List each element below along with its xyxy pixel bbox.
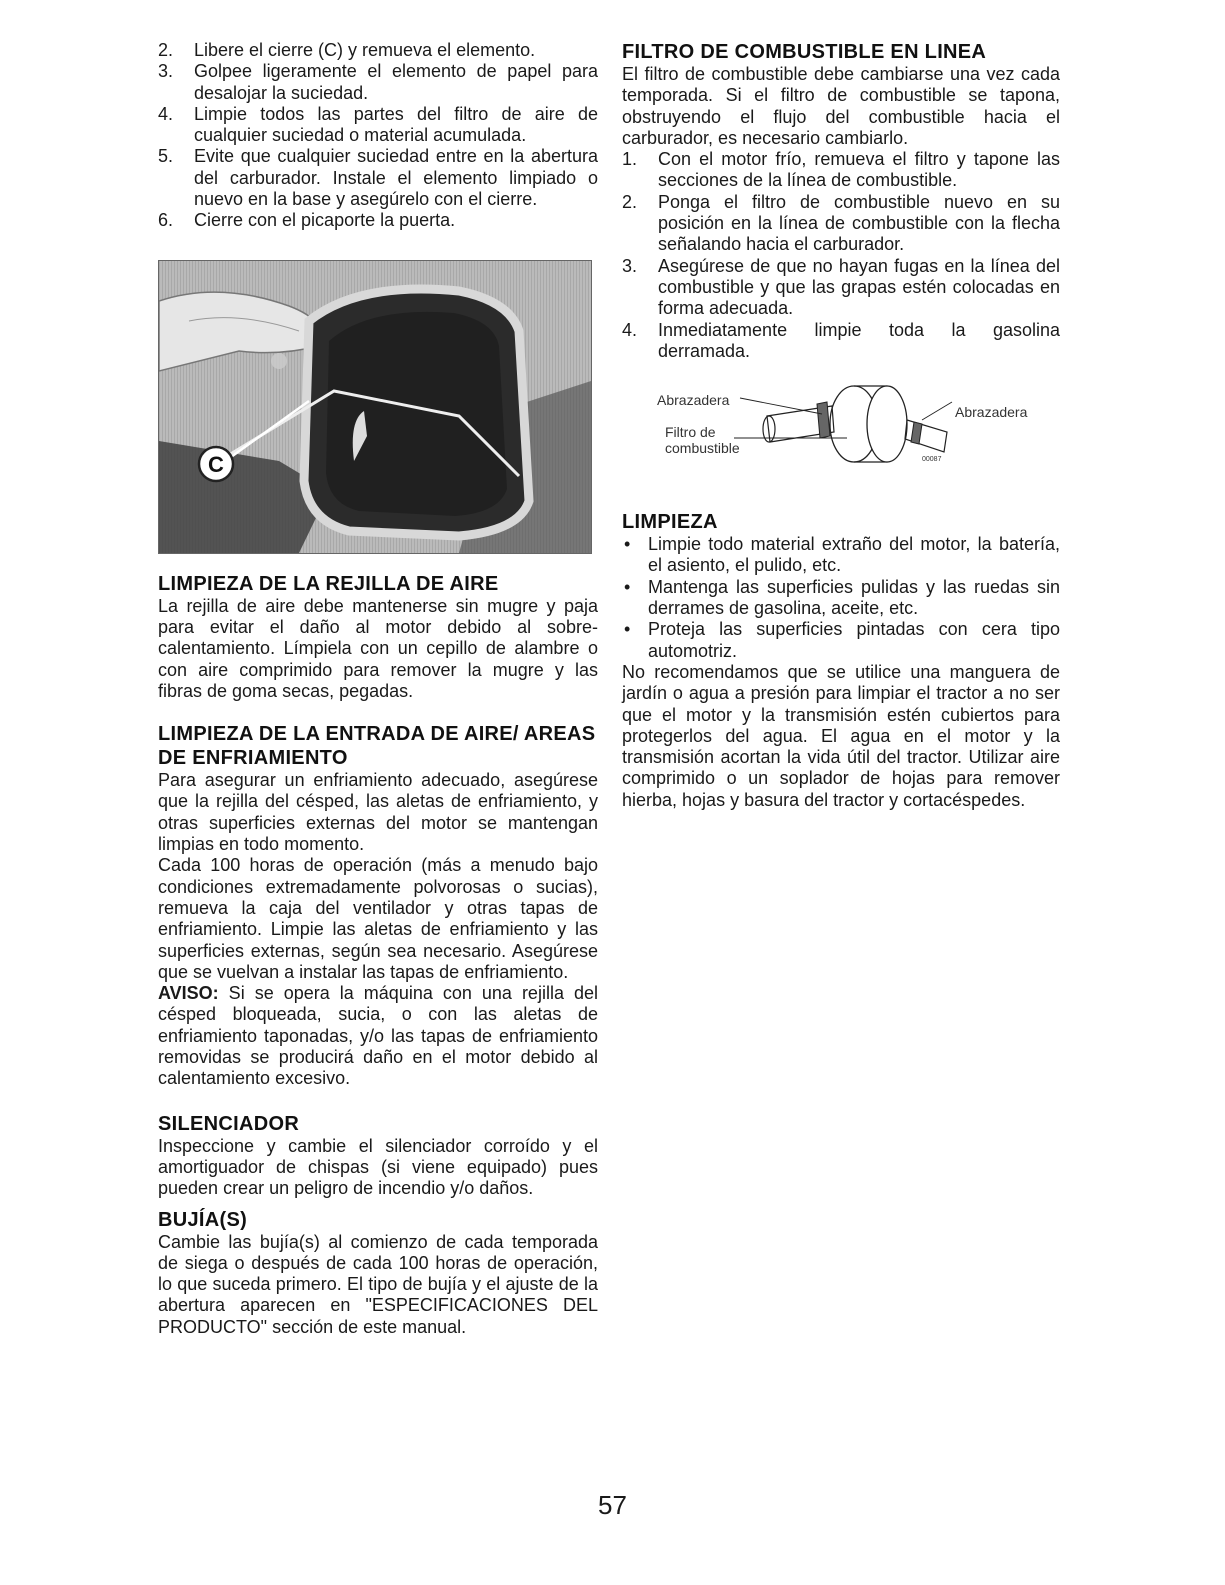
list-item: 2. Ponga el filtro de combustible nuevo en su posición en la línea de combustible con la flecha señalando hacia el carburador. [622,191,1060,255]
warning-label: AVISO: [158,983,219,1004]
section-title-rejilla: LIMPIEZA DE LA REJILLA DE AIRE [158,572,499,595]
section-body-entrada-1: Para asegurar un enfriamiento adecuado, asegúrese que la rejilla del césped, las aletas de enfriamiento, y otras superficies externas del motor se mantengan limpias en todo momento. [158,770,598,855]
label-filter-line2: combustible [665,440,740,457]
list-item: 6. Cierre con el picaporte la puerta. [158,210,456,231]
warning-paragraph [158,983,598,1089]
list-item: 3. Asegúrese de que no hayan fugas en la línea del combustible y que las grapas estén colocadas en forma adecuada. [622,255,1060,319]
section-title-entrada: LIMPIEZA DE LA ENTRADA DE AIRE/ AREAS DE ENFRIAMIENTO [158,723,596,770]
air-filter-steps [158,40,598,232]
label-clamp-left: Abrazadera [657,392,730,409]
list-item: 4. Limpie todos las partes del filtro de aire de cualquier suciedad o material acumulada. [158,103,598,146]
section-title-limpieza: LIMPIEZA [622,511,718,534]
section-body-silenciador: Inspeccione y cambie el silenciador corroído y el amortiguador de chispas (si viene equipado) pues pueden crear un peligro de incendio y/o daños. [158,1135,598,1199]
section-title-silenciador: SILENCIADOR [158,1112,300,1135]
section-body-rejilla: La rejilla de aire debe mantenerse sin mugre y paja para evitar el daño al motor debido al sobre-calentamiento. Límpiela con un cepillo de alambre o con aire comprimido para remover la mugre y las fibras de goma secas, pegadas. [158,595,598,701]
air-filter-photo-illustration [159,261,591,553]
section-title-bujias: BUJÍA(S) [158,1208,248,1231]
list-item: 1. Con el motor frío, remueva el filtro y tapone las secciones de la línea de combustible. [622,149,1060,191]
list-item: 5. Evite que cualquier suciedad entre en la abertura del carburador. Instale el elemento limpiado o nuevo en la base y asegúrelo con el cierre. [158,146,598,210]
list-item: • Mantenga las superficies pulidas y las ruedas sin derrames de gasolina, aceite, etc. [624,576,1060,619]
fuel-filter-diagram [622,384,1060,504]
page-number: 57 [598,1490,627,1520]
section-body-entrada-2: Cada 100 horas de operación (más a menudo bajo condiciones extremadamente polvorosas o sucias), remueva la caja del ventilador y otras tapas de enfriamiento. Limpie las aletas de enfriamiento y las superficies externas, según sea necesario. Asegúrese que se vuelvan a instalar las tapas de enfriamiento. [158,855,598,982]
callout-c-label: C [208,451,224,477]
cleaning-bullets [622,534,1060,662]
left-column [158,40,598,1338]
list-item: • Limpie todo material extraño del motor, la batería, el asiento, el pulido, etc. [624,534,1060,576]
section-body-bujias: Cambie las bujía(s) al comienzo de cada temporada de siega o después de cada 100 horas de operación, lo que suceda primero. El tipo de bujía y el ajuste de la abertura aparecen en "ESPECIFICACIONES DEL PRODUCTO" sección de este manual. [158,1231,598,1337]
list-item: 3. Golpee ligeramente el elemento de papel para desalojar la suciedad. [158,61,598,103]
list-item: • Proteja las superficies pintadas con cera tipo automotriz. [624,619,1060,661]
list-item: 2. Libere el cierre (C) y remueva el elemento. [158,40,536,60]
label-filter-line1: Filtro de [665,424,716,441]
air-filter-photo [158,260,592,554]
right-column [622,40,1060,811]
section-title-filtro: FILTRO DE COMBUSTIBLE EN LINEA [622,41,987,63]
section-body-filtro: El filtro de combustible debe cambiarse una vez cada temporada. Si el filtro de combustible se tapona, obstruyendo el flujo del combustible hacia el carburador, es necesario cambiarlo. [622,64,1060,148]
section-body-limpieza: No recomendamos que se utilice una manguera de jardín o agua a presión para limpiar el tractor a no ser que el motor y la transmisión estén cubiertos para protegerlos del agua. El agua en el motor y la transmisión acortan la vida útil del tractor. Utilizar aire comprimido o un soplador de hojas para remover hierba, hojas y basura del tractor y cortacéspedes. [622,661,1060,810]
warning-text: Si se opera la máquina con una rejilla del césped bloqueada, sucia, o con las aletas de enfriamiento taponadas, y/o las tapas de enfriamiento removidas se producirá daño en el motor debido al calentamiento excesivo. [158,983,598,1089]
list-item: 4. Inmediatamente limpie toda la gasolina derramada. [622,319,1060,361]
fuel-filter-steps [622,149,1060,362]
label-clamp-right: Abrazadera [955,404,1028,421]
figure-code: 00087 [922,456,942,464]
